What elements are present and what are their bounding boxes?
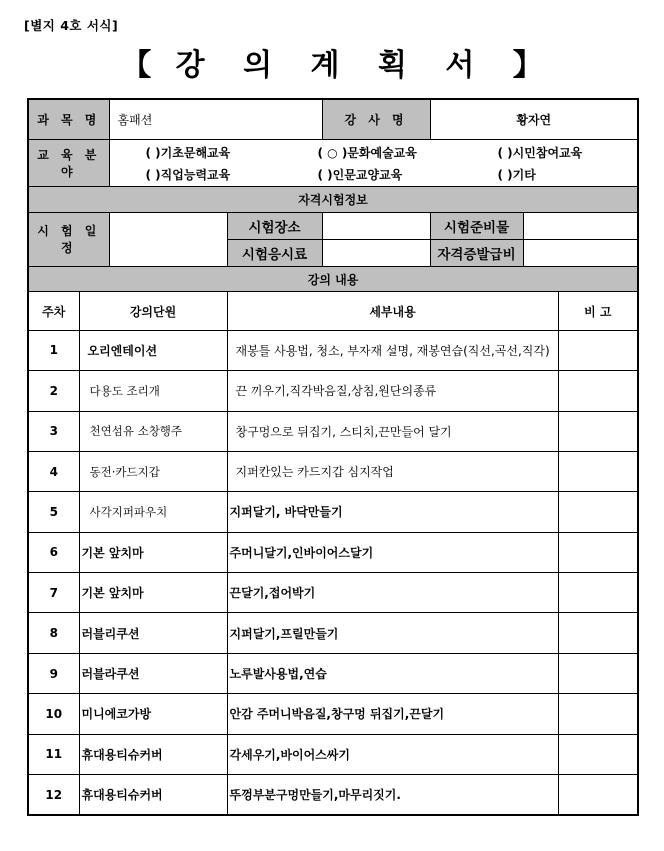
exam-materials-label: 시험준비물 bbox=[430, 212, 523, 239]
unit-title: 러블라쿠션 bbox=[79, 653, 227, 693]
field-options-row-2 bbox=[110, 163, 638, 185]
unit-title: 휴대용티슈커버 bbox=[79, 734, 227, 774]
table-row bbox=[28, 775, 638, 815]
table-row bbox=[28, 573, 638, 613]
cert-row-1 bbox=[28, 212, 638, 239]
title-bracket-left: 【 bbox=[121, 48, 152, 83]
unit-title: 기본 앞치마 bbox=[79, 532, 227, 572]
unit-note bbox=[558, 492, 638, 532]
unit-title: 동전·카드지갑 bbox=[79, 451, 227, 491]
week-number: 8 bbox=[28, 613, 79, 653]
unit-details: 창구멍으로 뒤집기, 스티치,끈만들어 달기 bbox=[227, 411, 558, 451]
cert-section-row bbox=[28, 187, 638, 212]
teacher-value: 황자연 bbox=[430, 99, 638, 139]
week-number: 12 bbox=[28, 775, 79, 815]
table-row bbox=[28, 492, 638, 532]
unit-details: 지퍼칸있는 카드지갑 심지작업 bbox=[227, 451, 558, 491]
field-option-civic-participation: ( )시민참여교육 bbox=[497, 145, 583, 160]
unit-title: 러블리쿠션 bbox=[79, 613, 227, 653]
week-number: 7 bbox=[28, 573, 79, 613]
unit-details: 노루발사용법,연습 bbox=[227, 653, 558, 693]
unit-details: 지퍼달기, 바닥만들기 bbox=[227, 492, 558, 532]
col-week: 주차 bbox=[28, 292, 79, 330]
table-row bbox=[28, 734, 638, 774]
unit-title: 휴대용티슈커버 bbox=[79, 775, 227, 815]
field-row bbox=[28, 139, 638, 186]
unit-title: 천연섬유 소창행주 bbox=[79, 411, 227, 451]
unit-note bbox=[558, 573, 638, 613]
unit-details: 끈 끼우기,직각박음질,상침,원단의종류 bbox=[227, 371, 558, 411]
table-row bbox=[28, 371, 638, 411]
unit-note bbox=[558, 330, 638, 370]
unit-note bbox=[558, 613, 638, 653]
unit-details: 각세우기,바이어스싸기 bbox=[227, 734, 558, 774]
field-label: 교 육 분 야 bbox=[28, 139, 109, 186]
exam-fee-value bbox=[322, 239, 430, 266]
exam-date-value bbox=[109, 212, 227, 267]
unit-note bbox=[558, 451, 638, 491]
unit-note bbox=[558, 694, 638, 734]
week-number: 1 bbox=[28, 330, 79, 370]
col-note: 비 고 bbox=[558, 292, 638, 330]
week-number: 5 bbox=[28, 492, 79, 532]
unit-title: 오리엔테이션 bbox=[79, 330, 227, 370]
col-details: 세부내용 bbox=[227, 292, 558, 330]
unit-details: 안감 주머니박음질,창구멍 뒤집기,끈달기 bbox=[227, 694, 558, 734]
table-row bbox=[28, 411, 638, 451]
document-title bbox=[0, 40, 664, 84]
cert-issue-fee-value bbox=[523, 239, 638, 266]
table-row bbox=[28, 613, 638, 653]
week-number: 3 bbox=[28, 411, 79, 451]
unit-details: 뚜껑부분구멍만들기,마무리짓기. bbox=[227, 775, 558, 815]
week-number: 4 bbox=[28, 451, 79, 491]
unit-note bbox=[558, 411, 638, 451]
exam-place-label: 시험장소 bbox=[227, 212, 322, 239]
field-option-culture-arts: ( ○ )문화예술교육 bbox=[317, 145, 417, 160]
unit-title: 사각지퍼파우치 bbox=[79, 492, 227, 532]
field-option-humanities: ( )인문교양교육 bbox=[317, 167, 403, 182]
cert-issue-fee-label: 자격증발급비 bbox=[430, 239, 523, 266]
unit-title: 기본 앞치마 bbox=[79, 573, 227, 613]
unit-details: 지퍼달기,프릴만들기 bbox=[227, 613, 558, 653]
unit-note bbox=[558, 734, 638, 774]
field-option-vocational: ( )직업능력교육 bbox=[145, 167, 231, 182]
exam-materials-value bbox=[523, 212, 638, 239]
col-unit: 강의단원 bbox=[79, 292, 227, 330]
week-number: 9 bbox=[28, 653, 79, 693]
table-row bbox=[28, 330, 638, 370]
field-options-row-1 bbox=[110, 141, 638, 163]
week-number: 2 bbox=[28, 371, 79, 411]
subject-label: 과 목 명 bbox=[28, 99, 109, 139]
exam-fee-label: 시험응시료 bbox=[227, 239, 322, 266]
unit-note bbox=[558, 532, 638, 572]
unit-note bbox=[558, 371, 638, 411]
unit-title: 미니에코가방 bbox=[79, 694, 227, 734]
table-row bbox=[28, 532, 638, 572]
teacher-label: 강 사 명 bbox=[322, 99, 430, 139]
lecture-plan-table bbox=[27, 98, 639, 816]
lecture-section-title: 강의 내용 bbox=[28, 267, 638, 292]
week-number: 11 bbox=[28, 734, 79, 774]
unit-details: 주머니달기,인바이어스달기 bbox=[227, 532, 558, 572]
title-bracket-right: 】 bbox=[512, 48, 543, 83]
table-row bbox=[28, 451, 638, 491]
unit-note bbox=[558, 653, 638, 693]
field-option-other: ( )기타 bbox=[497, 167, 536, 182]
table-row bbox=[28, 653, 638, 693]
unit-details: 재봉틀 사용법, 청소, 부자재 설명, 재봉연습(직선,곡선,직각) bbox=[227, 330, 558, 370]
subject-value: 홈패션 bbox=[109, 99, 322, 139]
unit-title: 다용도 조리개 bbox=[79, 371, 227, 411]
unit-details: 끈달기,접어박기 bbox=[227, 573, 558, 613]
exam-place-value bbox=[322, 212, 430, 239]
exam-date-label: 시 험 일 정 bbox=[28, 212, 109, 267]
week-number: 10 bbox=[28, 694, 79, 734]
title-text: 강 의 계 획 서 bbox=[175, 48, 489, 83]
form-label: [별지 4호 서식] bbox=[24, 18, 119, 33]
cert-section-title: 자격시험정보 bbox=[28, 187, 638, 212]
field-options bbox=[109, 139, 638, 186]
lecture-section-row bbox=[28, 267, 638, 292]
lecture-header-row bbox=[28, 292, 638, 330]
unit-note bbox=[558, 775, 638, 815]
week-number: 6 bbox=[28, 532, 79, 572]
table-row bbox=[28, 694, 638, 734]
subject-row bbox=[28, 99, 638, 139]
field-option-basic-literacy: ( )기초문해교육 bbox=[145, 145, 231, 160]
